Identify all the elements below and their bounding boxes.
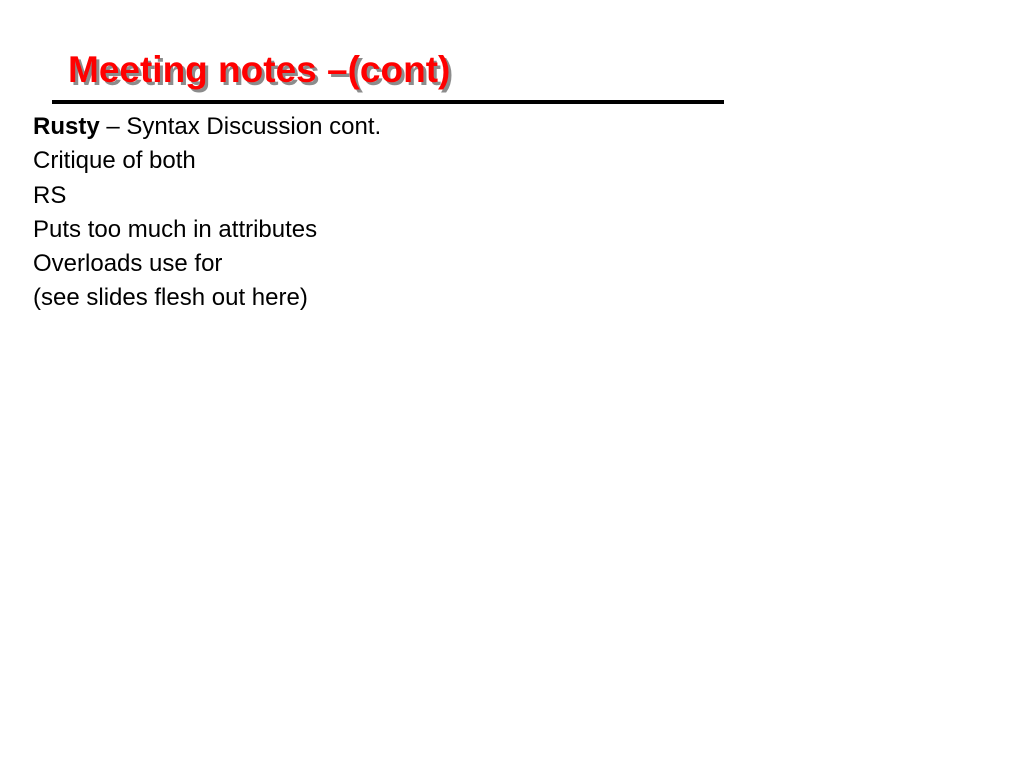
notes-line: (see slides flesh out here)	[33, 284, 308, 312]
notes-line: Puts too much in attributes	[33, 215, 318, 243]
speaker-name: Rusty	[33, 113, 100, 140]
slide-title: Meeting notes –(cont)	[68, 49, 451, 90]
notes-line: Overloads use for	[33, 250, 223, 278]
notes-list	[33, 110, 381, 316]
notes-line-speaker	[33, 110, 381, 144]
notes-line: Critique of both	[33, 147, 196, 175]
title-underline	[52, 100, 724, 104]
notes-line: RS	[33, 181, 67, 209]
speaker-topic: – Syntax Discussion cont.	[99, 113, 382, 140]
